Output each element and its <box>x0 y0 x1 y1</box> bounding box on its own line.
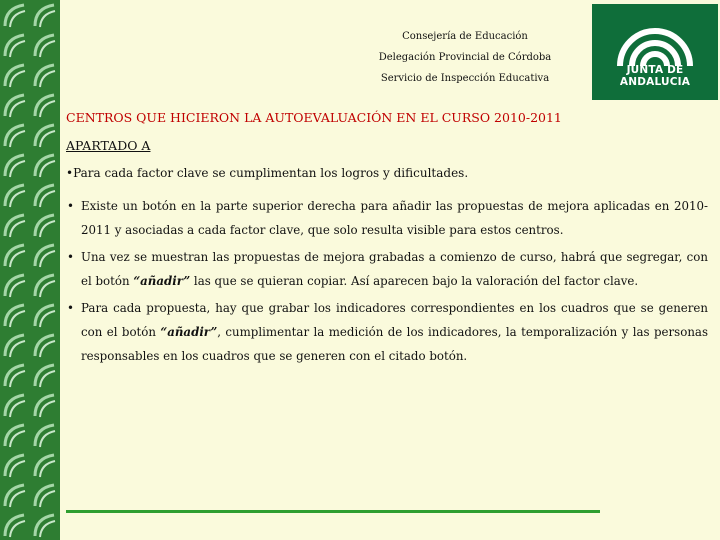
junta-logo <box>592 4 718 100</box>
header-line-3: Servicio de Inspección Educativa <box>380 73 550 84</box>
header-line-2: Delegación Provincial de Córdoba <box>378 52 552 63</box>
header-institution <box>340 26 590 89</box>
page-title: CENTROS QUE HICIERON LA AUTOEVALUACIÓN EN EL CURSO 2010-2011 <box>66 110 562 125</box>
section-heading: APARTADO A <box>66 138 151 153</box>
intro-text: •Para cada factor clave se cumplimentan los logros y dificultades. <box>66 166 469 180</box>
bullet-text-1: Existe un botón en la parte superior derecha para añadir las propuestas de mejora aplicadas en 2010-2011 y asociadas a cada factor clave, que solo resulta visible para estos centros. <box>81 199 708 237</box>
bullet-list <box>66 194 708 371</box>
bullet-text-3-end: , cumplimentar la medición de los indicadores, la temporalización y las personas responsables en los cuadros que se generen con el citado botón. <box>81 325 709 363</box>
bullet-text-2: Una vez se muestran las propuestas de mejora grabadas a comienzo de curso, habrá que segregar, con el botón <box>81 250 708 288</box>
arch-pattern-icon <box>0 0 60 540</box>
list-item <box>66 245 708 293</box>
bullet-text-3: Para cada propuesta, hay que grabar los indicadores correspondientes en los cuadros que se generen con el botón <box>81 301 708 339</box>
add-button-mention: “añadir” <box>133 274 191 288</box>
list-item <box>66 194 708 242</box>
list-item <box>66 296 708 368</box>
logo-text: JUNTA DE ANDALUCIA <box>619 64 691 88</box>
header-line-1: Consejería de Educación <box>402 31 528 42</box>
decorative-sidebar <box>0 0 60 540</box>
bullet-text-2-end: las que se quieran copiar. Así aparecen bajo la valoración del factor clave. <box>190 274 639 288</box>
bottom-divider <box>66 510 600 513</box>
add-button-mention: “añadir” <box>160 325 218 339</box>
